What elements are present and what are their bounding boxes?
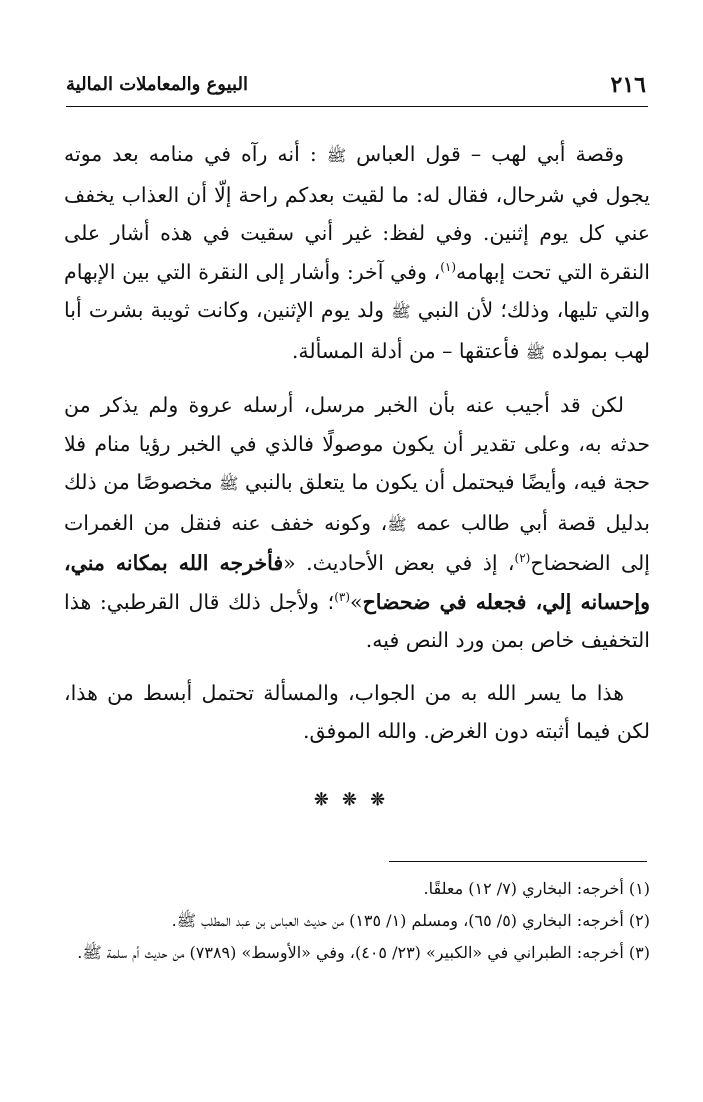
text-span: مخصوصًا من ذلك بدليل قصة أبي طالب عمه	[64, 470, 650, 535]
footnote-text: (٣) أخرجه: الطبراني في «الكبير» (٢٣/ ٤٠٥)، وفي «الأوسط» (٧٣٨٩) من حديث أم سلمة	[101, 943, 650, 962]
footnotes	[64, 874, 650, 970]
text-span: ، إذ في بعض الأحاديث. «	[283, 551, 515, 575]
text-span: فأعتقها – من أدلة المسألة.	[291, 338, 526, 363]
text-span: وقصة أبي لهب – قول العباس	[346, 142, 624, 166]
honorific-symbol: ﷺ	[326, 146, 347, 165]
text-span: ، وكونه خفف عنه فنقل من الغمرات إلى الضحضاح	[64, 510, 650, 575]
main-text	[64, 135, 650, 751]
running-title: البيوع والمعاملات المالية	[66, 74, 248, 95]
footnote-ref-1: (١)	[440, 259, 457, 274]
footnote-3	[64, 938, 650, 968]
paragraph-3: هذا ما يسر الله به من الجواب، والمسألة تحتمل أبسط من هذا، لكن فيما أثبته دون الغرض. والله الموفق.	[64, 680, 650, 743]
text-span: ولد يوم الإثنين، وكانت ثويبة بشرت أبا لهب بمولده	[64, 298, 650, 363]
paragraph-1	[64, 135, 650, 372]
header-rule	[66, 106, 648, 107]
section-separator: ❊ ❊ ❊	[314, 790, 389, 810]
text-span: : أنه رآه في منامه بعد موته يجول في شرحال، فقال له: ما لقيت بعدكم راحة إلّا أن العذاب يخفف عني كل يوم إثنين. وفي لفظ: غير أني سقيت في هذه أشار على النقرة التي تحت إبهامه	[64, 142, 650, 284]
footnote-1: (١) أخرجه: البخاري (٧/ ١٢) معلقًا.	[423, 879, 650, 898]
footnote-ref-2: (٢)	[514, 551, 531, 566]
honorific-symbol: ﷺ	[176, 911, 197, 930]
running-header	[66, 70, 648, 104]
page-number: ٢١٦	[610, 72, 646, 98]
honorific-symbol: ﷺ	[387, 514, 407, 534]
footnote-text: (٢) أخرجه: البخاري (٥/ ٦٥)، ومسلم (١/ ١٣٥) من حديث العباس بن عبد المطلب	[196, 911, 650, 930]
footnote-rule	[389, 861, 647, 862]
footnote-ref-3: (٣)	[334, 589, 351, 604]
honorific-symbol: ﷺ	[82, 943, 102, 962]
honorific-symbol: ﷺ	[219, 474, 239, 493]
footnote-end: .	[171, 911, 177, 930]
text-span: ، وفي آخر: وأشار إلى النقرة التي بين الإبهام والتي تليها، وذلك؛ لأن النبي	[64, 259, 650, 322]
hadith-quote: فأخرجه الله بمكانه مني، وإحسانه إلي، فجعله في ضحضاح	[64, 551, 650, 614]
footnote-2	[64, 906, 650, 936]
text-span: ؛ ولأجل ذلك قال القرطبي: هذا التخفيف خاص بمن ورد النص فيه.	[64, 589, 650, 652]
honorific-symbol: ﷺ	[391, 302, 411, 321]
text-span: »	[350, 589, 363, 614]
footnote-end: .	[77, 943, 83, 962]
paragraph-2	[64, 386, 650, 660]
honorific-symbol: ﷺ	[525, 342, 546, 362]
text-span: لكن قد أجيب عنه بأن الخبر مرسل، أرسله عروة ولم يذكر من حدثه به، وعلى تقدير أن يكون موصولًا فالذي في الخبر رؤيا منام فلا حجة فيه، وأيضًا فيحتمل أن يكون ما يتعلق بالنبي	[64, 393, 650, 494]
